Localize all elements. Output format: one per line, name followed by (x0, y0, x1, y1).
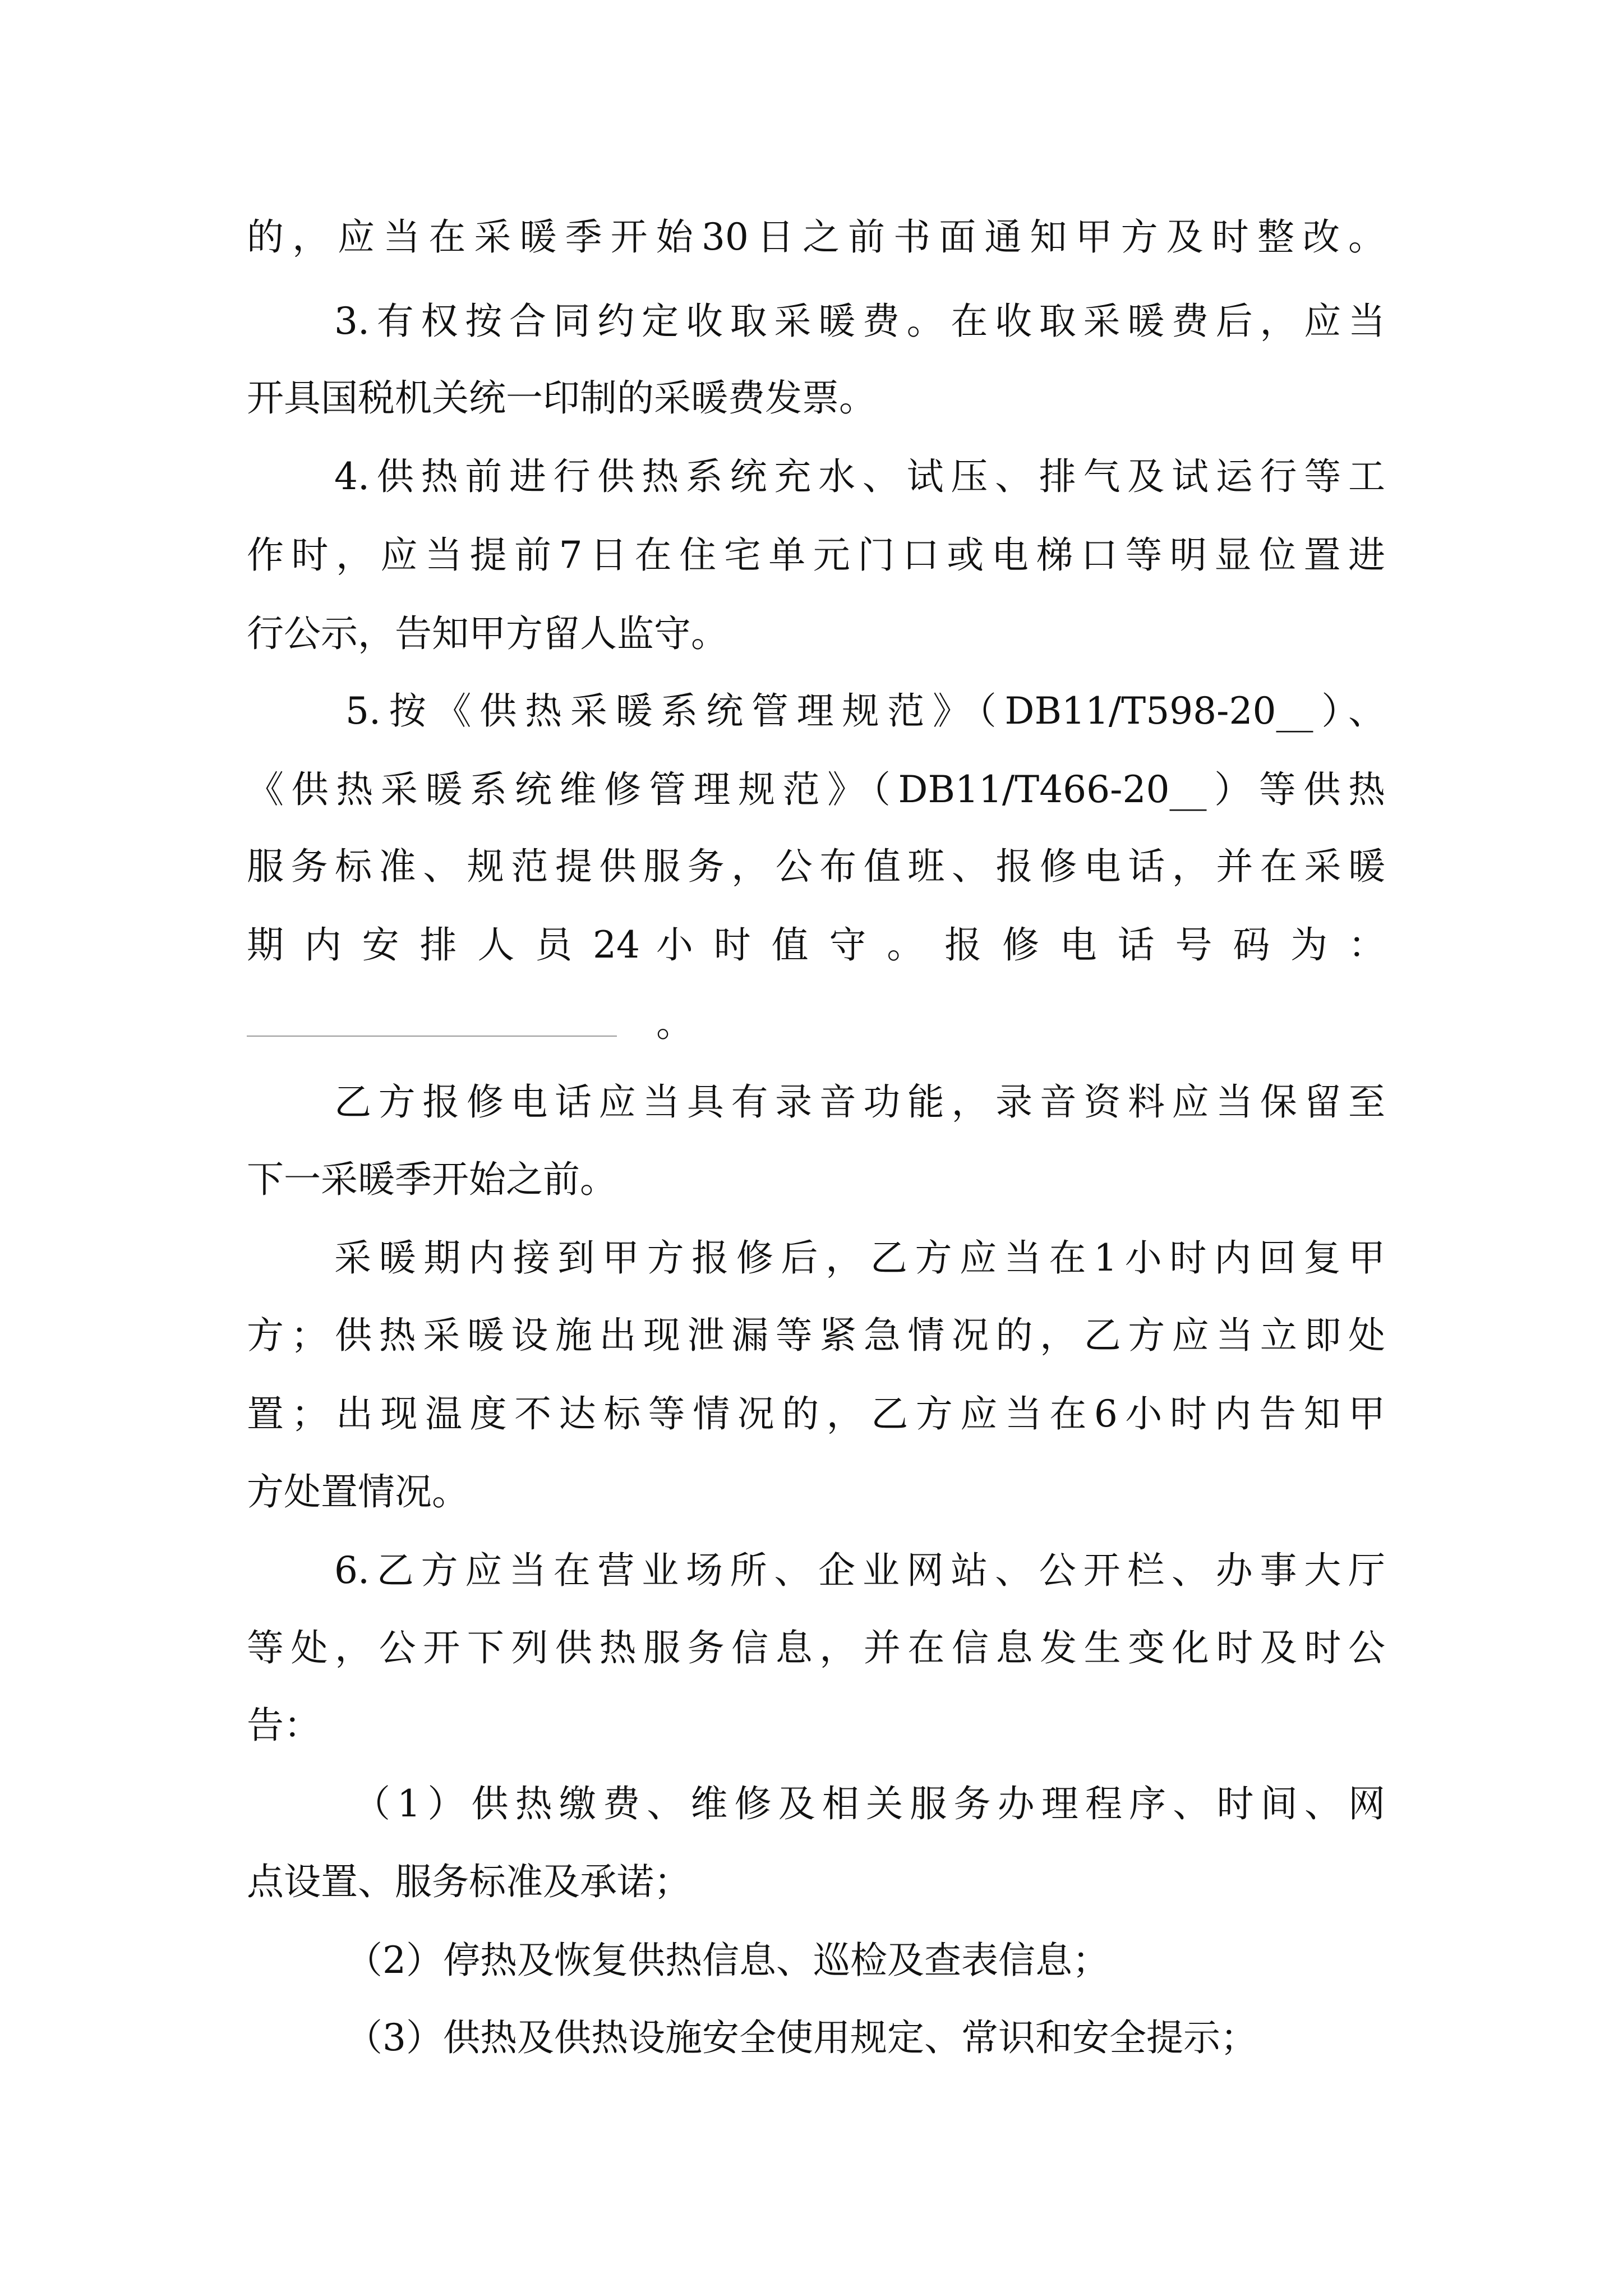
paragraph-line: 作时，应当提前7日在住宅单元门口或电梯口等明显位置进 (247, 533, 1385, 577)
paragraph-line: 乙方报修电话应当具有录音功能，录音资料应当保留至 (334, 1080, 1385, 1124)
phone-blank-period: 。 (656, 1002, 693, 1045)
paragraph-line: 采暖期内接到甲方报修后，乙方应当在1小时内回复甲 (334, 1236, 1385, 1280)
paragraph-line: 4.供热前进行供热系统充水、试压、排气及试运行等工 (334, 455, 1385, 498)
paragraph-line: 6.乙方应当在营业场所、企业网站、公开栏、办事大厅 (334, 1549, 1385, 1592)
list-item: （2）停热及恢复供热信息、巡检及查表信息； (345, 1939, 1109, 1982)
paragraph-line: 期 内 安 排 人 员 24 小 时 值 守 。 报 修 电 话 号 码 为 ： (247, 923, 1385, 967)
list-item-continuation: 点设置、服务标准及承诺； (247, 1860, 691, 1903)
paragraph-line: 下一采暖季开始之前。 (247, 1158, 617, 1201)
paragraph-line: 告： (247, 1704, 321, 1747)
paragraph-line: 服务标准、规范提供服务，公布值班、报修电话，并在采暖 (247, 845, 1385, 888)
paragraph-line: 《供热采暖系统维修管理规范》（DB11/T466-20__）等供热 (247, 768, 1385, 811)
paragraph-line: 的，应当在采暖季开始30日之前书面通知甲方及时整改。 (247, 215, 1385, 259)
paragraph-line: 5.按《供热采暖系统管理规范》（DB11/T598-20__）、 (345, 689, 1385, 733)
paragraph-line: 3.有权按合同约定收取采暖费。在收取采暖费后，应当 (334, 300, 1385, 343)
phone-number-blank (247, 1036, 617, 1037)
list-item: （1）供热缴费、维修及相关服务办理程序、时间、网 (353, 1782, 1385, 1825)
paragraph-line: 行公示，告知甲方留人监守。 (247, 612, 728, 655)
paragraph-line: 方处置情况。 (247, 1470, 469, 1513)
paragraph-line: 等处，公开下列供热服务信息，并在信息发生变化时及时公 (247, 1626, 1385, 1669)
paragraph-line: 置；出现温度不达标等情况的，乙方应当在6小时内告知甲 (247, 1392, 1385, 1435)
paragraph-line: 方；供热采暖设施出现泄漏等紧急情况的，乙方应当立即处 (247, 1314, 1385, 1357)
list-item: （3）供热及供热设施安全使用规定、常识和安全提示； (345, 2016, 1257, 2059)
paragraph-line: 开具国税机关统一印制的采暖费发票。 (247, 376, 876, 420)
